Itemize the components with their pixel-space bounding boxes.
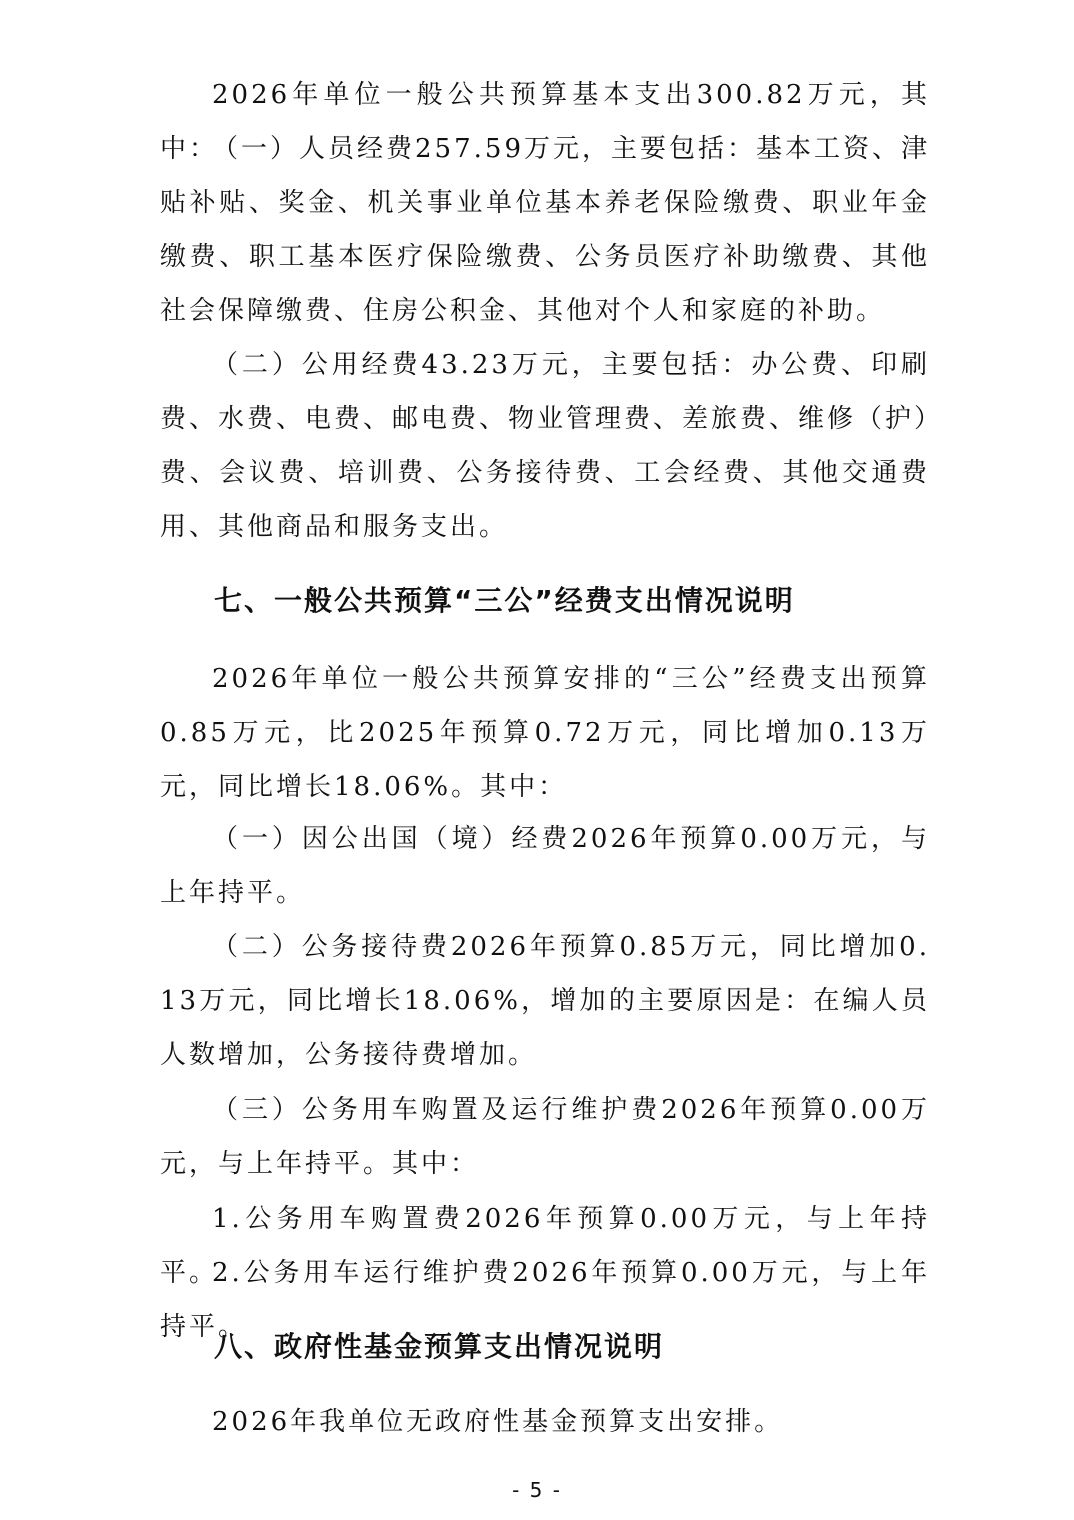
paragraph-overseas-travel: （一）因公出国（境）经费2026年预算0.00万元，与上年持平。 (160, 824, 930, 908)
section-heading-8: 八、政府性基金预算支出情况说明 (214, 1330, 665, 1363)
paragraph-official-reception: （二）公务接待费2026年预算0.85万元，同比增加0.13万元，同比增长18.06%，增加的主要原因是：在编人员人数增加，公务接待费增加。 (160, 932, 930, 1070)
paragraph-vehicle-purchase: 1.公务用车购置费2026年预算0.00万元，与上年持平。 (160, 1204, 930, 1288)
paragraph-basic-expenditure: 2026年单位一般公共预算基本支出300.82万元，其中： (160, 80, 930, 164)
paragraph-three-public-expenses: 2026年单位一般公共预算安排的“三公”经费支出预算0.85万元，比2025年预算0.72万元，同比增加0.13万元，同比增长18.06%。其中： (160, 664, 930, 802)
section-heading-7: 七、一般公共预算“三公”经费支出情况说明 (214, 584, 795, 617)
paragraph-public-expenses: （二）公用经费43.23万元，主要包括：办公费、印刷费、水费、电费、邮电费、物业管理费、差旅费、维修（护）费、会议费、培训费、公务接待费、工会经费、其他交通费用、其他商品和服务支出。 (160, 350, 931, 542)
paragraph-official-vehicles: （三）公务用车购置及运行维护费2026年预算0.00万元，与上年持平。其中： (160, 1095, 930, 1179)
paragraph-government-fund: 2026年我单位无政府性基金预算支出安排。 (212, 1407, 784, 1437)
page-number: - 5 - (512, 1478, 562, 1502)
paragraph-vehicle-maintenance: 2.公务用车运行维护费2026年预算0.00万元，与上年持平。 (160, 1258, 930, 1342)
paragraph-personnel-expenses: （一）人员经费257.59万元，主要包括：基本工资、津贴补贴、奖金、机关事业单位基本养老保险缴费、职业年金缴费、职工基本医疗保险缴费、公务员医疗补助缴费、其他社会保障缴费、住房公积金、其他对个人和家庭的补助。 (160, 134, 930, 326)
